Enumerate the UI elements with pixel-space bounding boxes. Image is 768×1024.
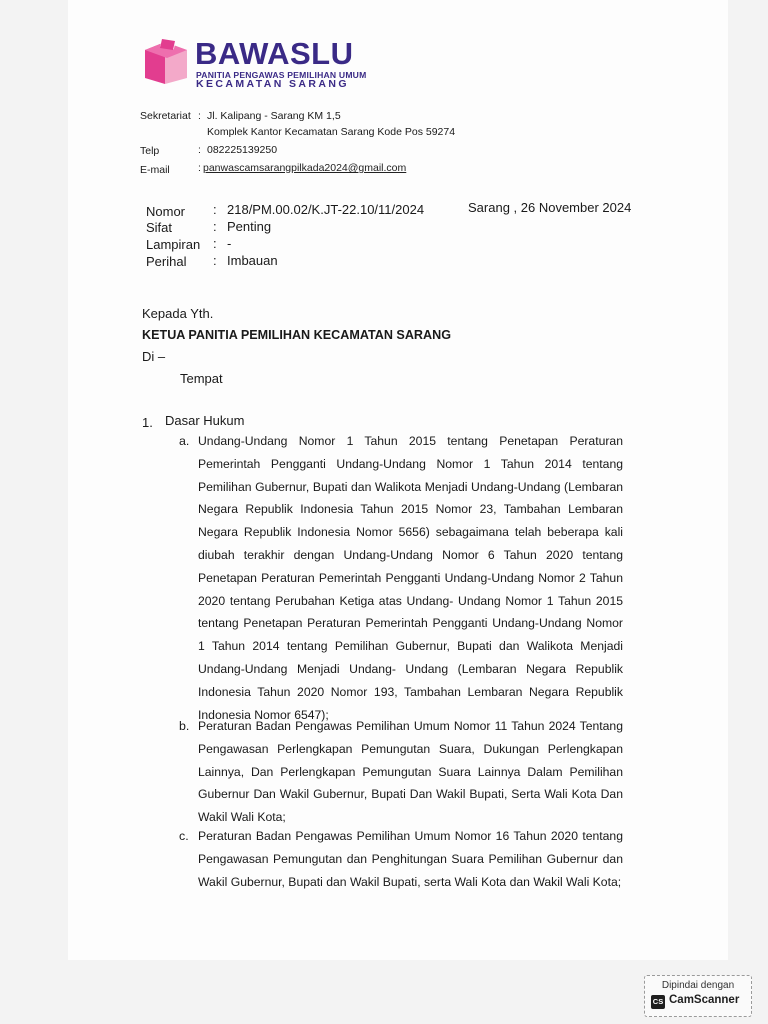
bawaslu-logo-icon (141, 38, 191, 90)
recipient-greeting: Kepada Yth. (142, 306, 214, 321)
meta-sep: : (213, 236, 217, 251)
brand-name: BAWASLU (195, 36, 354, 71)
nomor-label: Nomor (146, 204, 186, 219)
meta-sep: : (213, 219, 217, 234)
list-item-marker: c. (179, 829, 189, 843)
lampiran-value: - (227, 236, 232, 251)
contact-sep: : (198, 162, 201, 174)
lampiran-label: Lampiran (146, 237, 201, 252)
section-number: 1. (142, 415, 153, 430)
address-line2: Komplek Kantor Kecamatan Sarang Kode Pos 59274 (207, 126, 456, 138)
letter-date: Sarang , 26 November 2024 (468, 200, 632, 215)
section-title: Dasar Hukum (165, 413, 245, 428)
recipient-name: KETUA PANITIA PEMILIHAN KECAMATAN SARANG (142, 328, 452, 342)
address-line1: Jl. Kalipang - Sarang KM 1,5 (207, 110, 341, 122)
sekretariat-label: Sekretariat (140, 110, 191, 122)
perihal-label: Perihal (146, 254, 187, 269)
email-link[interactable]: panwascamsarangpilkada2024@gmail.com (203, 162, 407, 174)
scanner-name: CamScanner (669, 994, 740, 1006)
perihal-value: Imbauan (227, 253, 278, 268)
list-item-text: Peraturan Badan Pengawas Pemilihan Umum Nomor 11 Tahun 2024 Tentang Pengawasan Perlengkapan Pemungutan Suara, Dukungan Perlengkapan Lainnya, Dan Perlengkapan Pemungutan Suara Lainnya Dalam Pemilihan Gubernur Dan Wakil Gubernur, Bupati Dan Wakil Bupati, Serta Wali Kota Dan Wakil Wali Kota; (198, 719, 623, 825)
list-item-text: Peraturan Badan Pengawas Pemilihan Umum Nomor 16 Tahun 2020 tentang Pengawasan Pemungutan dan Penghitungan Suara Pemilihan Gubernur dan Wakil Gubernur, Bupati dan Wakil Bupati, serta Wali Kota dan Wakil Wali Kota; (198, 829, 623, 889)
brand-subtitle: PANITIA PENGAWAS PEMILIHAN UMUM (196, 70, 367, 80)
list-item-marker: b. (179, 719, 190, 733)
brand-region: KECAMATAN SARANG (196, 78, 349, 90)
contact-sep: : (198, 144, 201, 156)
email-label: E-mail (140, 164, 170, 176)
meta-sep: : (213, 253, 217, 268)
camscanner-icon: CS (651, 995, 665, 1009)
scanner-caption: Dipindai dengan (661, 980, 735, 991)
sifat-value: Penting (227, 219, 272, 234)
contact-sep: : (198, 110, 201, 122)
recipient-place: Tempat (180, 371, 223, 386)
sifat-label: Sifat (146, 220, 173, 235)
list-item-text: Undang-Undang Nomor 1 Tahun 2015 tentang Penetapan Peraturan Pemerintah Pengganti Undang-Undang Nomor 1 Tahun 2014 tentang Pemilihan Gubernur, Bupati dan Walikota Menjadi Undang-Undang (Lembaran Negara Republik Indonesia Tahun 2015 Nomor 23, Tambahan Lembaran Negara Republik Indonesia Nomor 5656) sebagaimana telah beberapa kali diubah terakhir dengan Undang-Undang Nomor 6 Tahun 2020 tentang Penetapan Peraturan Pemerintah Pengganti Undang-Undang Nomor 2 Tahun 2020 tentang Perubahan Ketiga atas Undang- Undang Nomor 1 Tahun 2015 tentang Penetapan Peraturan Pemerintah Pengganti Undang-Undang Nomor 1 Tahun 2014 tentang Pemilihan Gubernur, Bupati dan Walikota Menjadi Undang-Undang Menjadi Undang- Undang (Lembaran Negara Republik Indonesia Tahun 2020 Nomor 193, Tambahan Lembaran Negara Republik Indonesia Nomor 6547); (198, 434, 623, 722)
nomor-value: 218/PM.00.02/K.JT-22.10/11/2024 (227, 202, 425, 217)
meta-sep: : (213, 202, 217, 217)
camscanner-badge (644, 975, 752, 1017)
recipient-di: Di – (142, 349, 166, 364)
telp-label: Telp (140, 145, 160, 157)
telp-value: 082225139250 (207, 144, 278, 156)
list-item-marker: a. (179, 434, 190, 448)
